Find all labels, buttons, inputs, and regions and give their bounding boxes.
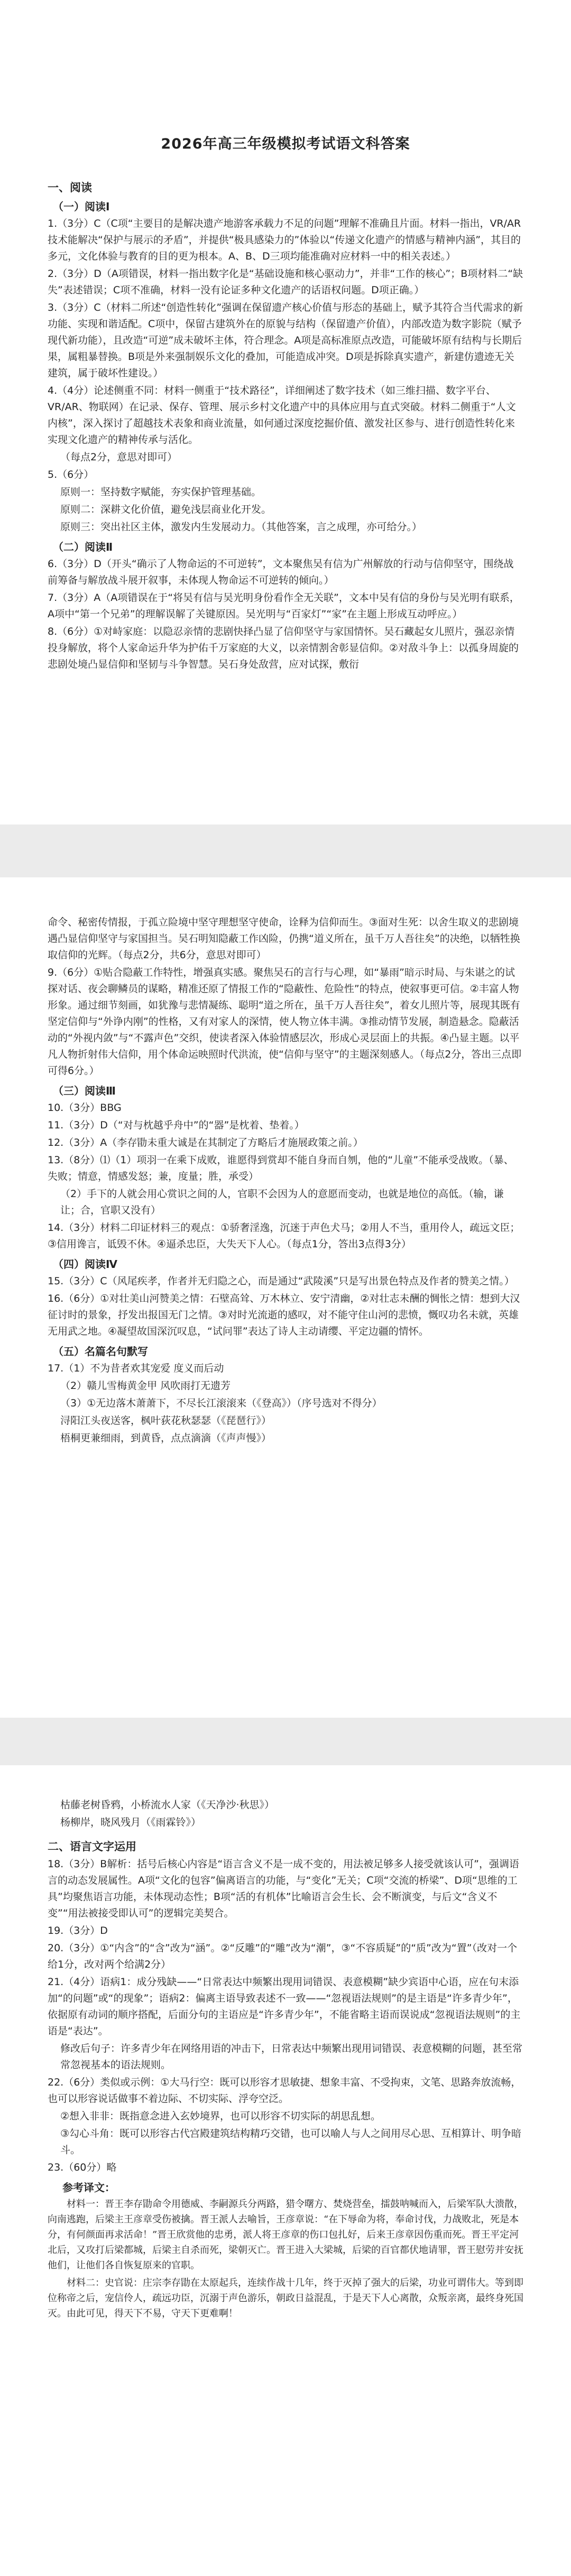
answer-page-2 <box>0 877 571 1718</box>
answer-paragraph: 17.（1）不为昔者欢其宠爱 度义而后动 <box>48 1363 224 1374</box>
answer-paragraph: 3.（3分）C（材料二所述“创造性转化”强调在保留遗产核心价值与形态的基础上，赋予其符合当代需求的新功能、实现和谐适配。C项中，保留古建筑外在的原貌与结构（保留遗产价值），内部改造为数字影院（赋予现代新功能），且改造“可逆”成未破坏主体，符合理念。A项是高标准原点改造，可能破坏原有结构与长期后果，属粗暴替换。B项是外来强制娱乐文化的叠加，可能造成冲突。D项是拆除真实遗产，新建仿遗迹无关建筑，属于破坏性建设。） <box>48 302 523 379</box>
answer-paragraph: 22.（6分）类似或示例：①大马行空：既可以形容才思敏捷、想象丰富、不受拘束，文笔、思路奔放流畅，也可以形容说话做事不着边际、不切实际、浮夸空泛。 <box>48 2077 521 2105</box>
page-3-content <box>48 1797 523 2321</box>
answer-paragraph: 14.（3分）材料二印证材料三的观点：①骄奢淫逸，沉迷于声色犬马；②用人不当，重用伶人，疏远文臣；③信用谗言，诋毁不休。④逼杀忠臣，大失天下人心。（每点1分，答出3点得3分） <box>48 1222 520 1250</box>
answer-paragraph: 9.（6分）①贴合隐蔽工作特性，增强真实感。聚焦吴石的言行与心理，如“暴雨”暗示时局、与朱谌之的试探对话、夜会聊鳞员的谋略，精准还原了情报工作的“隐蔽性、危险性”的特点，使叙事更可信。②丰富人物形象。通过细节刻画，如犹豫与悲情凝练、聪明“道之所在，虽千万人吾往矣”，着女儿照片等，展现其既有坚定信仰与“外诤内刚”的性格，又有对家人的深情，使人物立体丰满。③推动情节发展，制造悬念。隐蔽活动的“外视内敛”与“不露声色”交织，使读者深入体验情感层次，形成心灵层面上的共振。④凸显主题。以平凡人物折射伟大信仰，用个体命运映照时代洪流，使“信仰与坚守”的主题深刻感人。（每点2分，答出三点即可得6分。） <box>48 967 522 1077</box>
answer-paragraph: 15.（3分）C（风尾疾孝，作者并无归隐之心，而是通过“武陵溪”只是写出景色特点及作者的赞美之情。） <box>48 1275 514 1287</box>
answer-paragraph: 18.（3分）B解析：括号后核心内容是“语言含义不是一成不变的，用法被足够多人接受就该认可”，强调语言的动态发展属性。A项“文化的包容”偏离语言的功能，与“变化”无关；C项“交流的桥梁”、D项“思维的工具”均聚焦语言功能，未体现动态性；B项“活的有机体”比喻语言会生长、会不断演变，与后文“含义不变”“用法被接受即认可”的逻辑完美契合。 <box>48 1858 520 1919</box>
answer-paragraph: 5.（6分） <box>48 469 94 480</box>
answer-paragraph: 23.（60分）略 <box>48 2162 117 2173</box>
answer-paragraph: 原则一：坚持数字赋能，夯实保护管理基础。 <box>60 486 262 498</box>
answer-paragraph: （2）赣儿雪梅黄金甲 风吹雨打无遗芳 <box>60 1380 231 1392</box>
answer-paragraph: 13.（8分）⑴（1）项羽一在乘下成败，谁愿得到赏却不能自身而自刎，他的“儿童”不能承受战败。（暴、失败；情意，情感发怒；兼，度量；胜，承受） <box>48 1154 514 1182</box>
subsection-heading: （四）阅读Ⅳ <box>53 1258 117 1271</box>
page-2-content <box>48 914 523 1447</box>
answer-paragraph: 6.（3分）D（开头“确示了人物命运的不可逆转”，文本聚焦吴有信为广州解放的行动与信仰坚守，围绕战前筹备与解放战斗展开叙事，未体现人物命运不可逆转的倾向。） <box>48 558 514 586</box>
answer-paragraph: （2）手下的人就会用心赏识之间的人，官职不会因为人的意愿而变动，也就是地位的高低。（输，谦让；合，官职又没有） <box>60 1188 504 1216</box>
answer-page-3 <box>0 1765 571 2576</box>
answer-paragraph: 19.（3分）D <box>48 1925 108 1936</box>
answer-page-1 <box>0 0 571 824</box>
answer-paragraph: 1.（3分）C（C项“主要目的是解决遗产地游客承载力不足的问题”理解不准确且片面。材料一指出，VR/AR技术能解决“保护与展示的矛盾”，并提供“极具感染力的”体验以“传递文化遗产的情感与精神内涵”，其目的多元，文化体验与教育的目的更为根本。A、B、D三项均能准确对应材料一中的相关表述。） <box>48 218 521 262</box>
reference-heading: 参考译文： <box>62 2181 115 2194</box>
answer-paragraph: 11.（3分）D（“对与枕越乎舟中”的“器”是枕着、垫着。） <box>48 1119 305 1131</box>
answer-paragraph: 原则三：突出社区主体，激发内生发展动力。（其他答案，言之成理，亦可给分。） <box>60 521 422 533</box>
answer-paragraph: 命令、秘密传情报，于孤立险境中坚守理想坚守使命，诠释为信仰而生。③面对生死：以舍生取义的悲剧境遇凸显信仰坚守与家国担当。吴石明知隐蔽工作凶险，仍携“道义所在，虽千万人吾往矣”的决绝，以牺牲换取信仰的光辉。（每点2分，共6分，意思对即可） <box>48 916 520 961</box>
reference-paragraph: 材料二：史官说：庄宗李存勖在太原起兵，连续作战十几年，终于灭掉了强大的后梁，功业可谓伟大。等到即位称帝之后，宠信伶人，疏远功臣，沉溺于声色游乐，朝政日益混乱，于是天下人心离散，众叛亲离，最终身死国灭。由此可见，得天下不易，守天下更难啊！ <box>48 2277 523 2319</box>
answer-paragraph: 21.（4分）语病1：成分残缺——“日常表达中频繁出现用词错误、表意模糊”缺少宾语中心语，应在句末添加“的问题”或“的现象”；语病2：偏离主语导致表述不一致——“忽视语法规则”的是主语是“许多青少年”，依据原有动词的顺序搭配，后面分句的主语应是“许多青少年”，不能省略主语而误说成“忽视语法规则”的主语是“表达”。 <box>48 1976 521 2037</box>
answer-paragraph: 20.（3分）①“内含”的“含”改为“涵”。②“反雕”的“雕”改为“潮”，③“不容质疑”的“质”改为“置”（改对一个给1分，改对两个给满2分） <box>48 1942 518 1970</box>
answer-paragraph: 2.（3分）D（A项错误，材料一指出数字化是“基础设施和核心驱动力”，并非“工作的核心”；B项材料二“缺失”表述错误；C项不准确，材料一没有论证多种文化遗产的话语权问题。D项正确。） <box>48 268 523 296</box>
answer-paragraph: 梧桐更兼细雨，到黄昏，点点滴滴（《声声慢》） <box>60 1432 272 1444</box>
answer-paragraph: 16.（6分）①对壮美山河赞美之情：石壁高耸、万木林立、安宁清幽，②对壮志未酬的惆怅之情：想到大汉征讨时的景象，抒发出报国无门之情。③对时光流逝的感叹，对不能守住山河的悲愤，慨叹功名未就，英雄无用武之地。④凝望故国深沉叹息，“试问罪”表达了诗人主动请缨、平定边疆的情怀。 <box>48 1293 520 1337</box>
answer-paragraph: 4.（4分）论述侧重不同：材料一侧重于“技术路径”，详细阐述了数字技术（如三维扫描、数字平台、VR/AR、物联网）在记录、保存、管理、展示乡村文化遗产中的具体应用与直式突破。材料二侧重于“人文内核”，深入探讨了超越技术表象和商业流量，如何通过深度挖掘价值、激发社区参与、进行创造性转化来实现文化遗产的精神传承与活化。 <box>48 385 516 446</box>
answer-paragraph: 8.（6分）①对峙家庭：以隐忍亲情的悲剧快择凸显了信仰坚守与家国情怀。吴石藏起女儿照片，强忍亲情投身解放，将个人家命运升华为护佑千万家庭的大义，以亲情割舍彰显信仰。②对敌斗争上：以孤身周旋的悲剧处境凸显信仰和坚韧与斗争智慧。吴石身处敌营，应对试探，敷衍 <box>48 626 519 670</box>
reference-paragraph: 材料一：晋王李存勖命令用德威、李嗣源兵分两路，猎令曙方、焚烧营垒，擂鼓呐喊而入，后梁军队大溃散，向南逃跑，后梁主王彦章受伤被擒。晋王派人去喻旨，王彦章说：“在下辱命为将，奉命讨伐，力战败北，死是本分，有何颜面再求活命！”晋王欣赏他的忠勇，派人将王彦章的伤口包扎好，后来王彦章因伤重而死。晋王平定河北后，又攻打后梁都城，后梁主自杀而死，梁朝灭亡。晋王进入大梁城，后梁的百官都伏地请罪，晋王慰劳并安抚他们，让他们各自恢复原来的官职。 <box>48 2199 523 2271</box>
page-1-content <box>48 179 523 673</box>
answer-paragraph: 杨柳岸，晓风残月（《雨霖铃》） <box>60 1817 201 1828</box>
document-title: 2026年高三年级模拟考试语文科答案 <box>161 136 410 152</box>
section-heading: 一、阅读 <box>48 181 92 194</box>
subsection-heading: （一）阅读Ⅰ <box>53 200 110 213</box>
answer-paragraph: 10.（3分）BBG <box>48 1102 122 1114</box>
answer-paragraph: 修改后句子：许多青少年在网络用语的冲击下，日常表达中频繁出现用词错误、表意模糊的问题，甚至常常忽视基本的语法规则。 <box>60 2043 523 2071</box>
answer-paragraph: 12.（3分）A（李存勖未重大诚是在其制定了方略后才施展政策之前。） <box>48 1137 363 1148</box>
answer-paragraph: 枯藤老树昏鸦，小桥流水人家（《天净沙·秋思》） <box>60 1799 275 1811</box>
answer-paragraph: （每点2分，意思对即可） <box>60 451 178 463</box>
subsection-heading: （三）阅读Ⅲ <box>53 1085 116 1097</box>
answer-paragraph: 浔阳江头夜送客，枫叶荻花秋瑟瑟（《琵琶行》） <box>60 1415 272 1426</box>
answer-paragraph: ③勾心斗角：既可以形容古代宫殿建筑结构精巧交错，也可以喻人与人之间用尽心思、互相算计、明争暗斗。 <box>60 2128 522 2156</box>
answer-paragraph: 7.（3分）A（A项错误在于“将吴有信与吴光明身份看作全无关联”，文本中吴有信的身份与吴光明有联系，A项中“第一个兄弟”的理解误解了关键原因。吴光明与“百家灯”“家”在主题上形成互动呼应。） <box>48 592 520 620</box>
subsection-heading: （五）名篇名句默写 <box>53 1345 148 1358</box>
answer-paragraph: （3）①无边落木萧萧下，不尽长江滚滚来（《登高》）（序号选对不得分） <box>60 1397 382 1409</box>
answer-paragraph: ②想入非非：既指意念进入玄妙境界，也可以形容不切实际的胡思乱想。 <box>60 2110 381 2122</box>
answer-paragraph: 原则二：深耕文化价值，避免浅层商业化开发。 <box>60 504 272 515</box>
subsection-heading: （二）阅读Ⅱ <box>53 541 113 553</box>
section-heading: 二、语言文字运用 <box>48 1840 136 1853</box>
